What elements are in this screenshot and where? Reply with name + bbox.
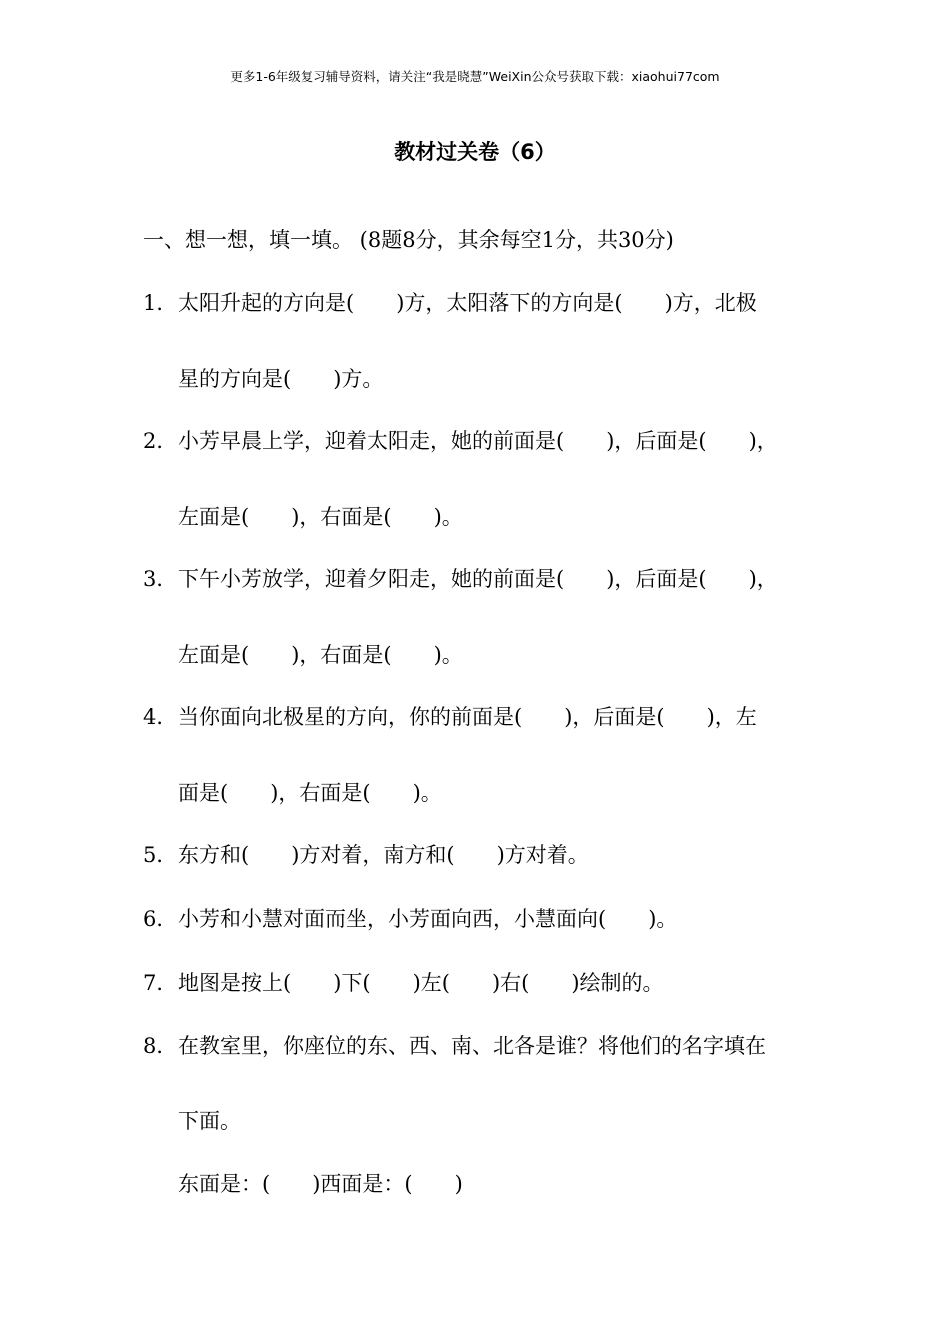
question-2-number: 2．: [143, 429, 178, 453]
question-6-line-1: 小芳和小慧对面而坐，小芳面向西，小慧面向( )。: [178, 907, 678, 931]
question-2-line-2: 左面是( )，右面是( )。: [178, 505, 463, 529]
question-1-number: 1．: [143, 291, 178, 315]
question-4-line-2: 面是( )，右面是( )。: [178, 781, 442, 805]
question-4-line-1: 当你面向北极星的方向，你的前面是( )，后面是( )，左: [178, 705, 757, 729]
question-8-line-1: 在教室里，你座位的东、西、南、北各是谁？将他们的名字填在: [178, 1034, 766, 1058]
question-1-line-2: 星的方向是( )方。: [178, 367, 384, 391]
question-3-number: 3．: [143, 567, 178, 591]
question-8-number: 8．: [143, 1034, 178, 1058]
header-note: 更多1-6年级复习辅导资料，请关注“我是晓慧”WeiXin公众号获取下载：xiaohui77com: [230, 69, 720, 84]
question-3-line-2: 左面是( )，右面是( )。: [178, 643, 463, 667]
question-7-line-1: 地图是按上( )下( )左( )右( )绘制的。: [178, 971, 664, 995]
question-8-line-3: 东面是：( )西面是：( ): [178, 1172, 463, 1196]
page-title: 教材过关卷（6）: [394, 140, 556, 164]
question-4-number: 4．: [143, 705, 178, 729]
question-6-number: 6．: [143, 907, 178, 931]
question-1-line-1: 太阳升起的方向是( )方，太阳落下的方向是( )方，北极: [178, 291, 757, 315]
question-8-line-2: 下面。: [178, 1109, 241, 1133]
question-2-line-1: 小芳早晨上学，迎着太阳走，她的前面是( )，后面是( )，: [178, 429, 778, 453]
question-3-line-1: 下午小芳放学，迎着夕阳走，她的前面是( )，后面是( )，: [178, 567, 778, 591]
question-7-number: 7．: [143, 971, 178, 995]
section-heading: 一、想一想，填一填。 (8题8分，其余每空1分，共30分): [143, 228, 674, 252]
question-5-number: 5．: [143, 843, 178, 867]
question-5-line-1: 东方和( )方对着，南方和( )方对着。: [178, 843, 589, 867]
